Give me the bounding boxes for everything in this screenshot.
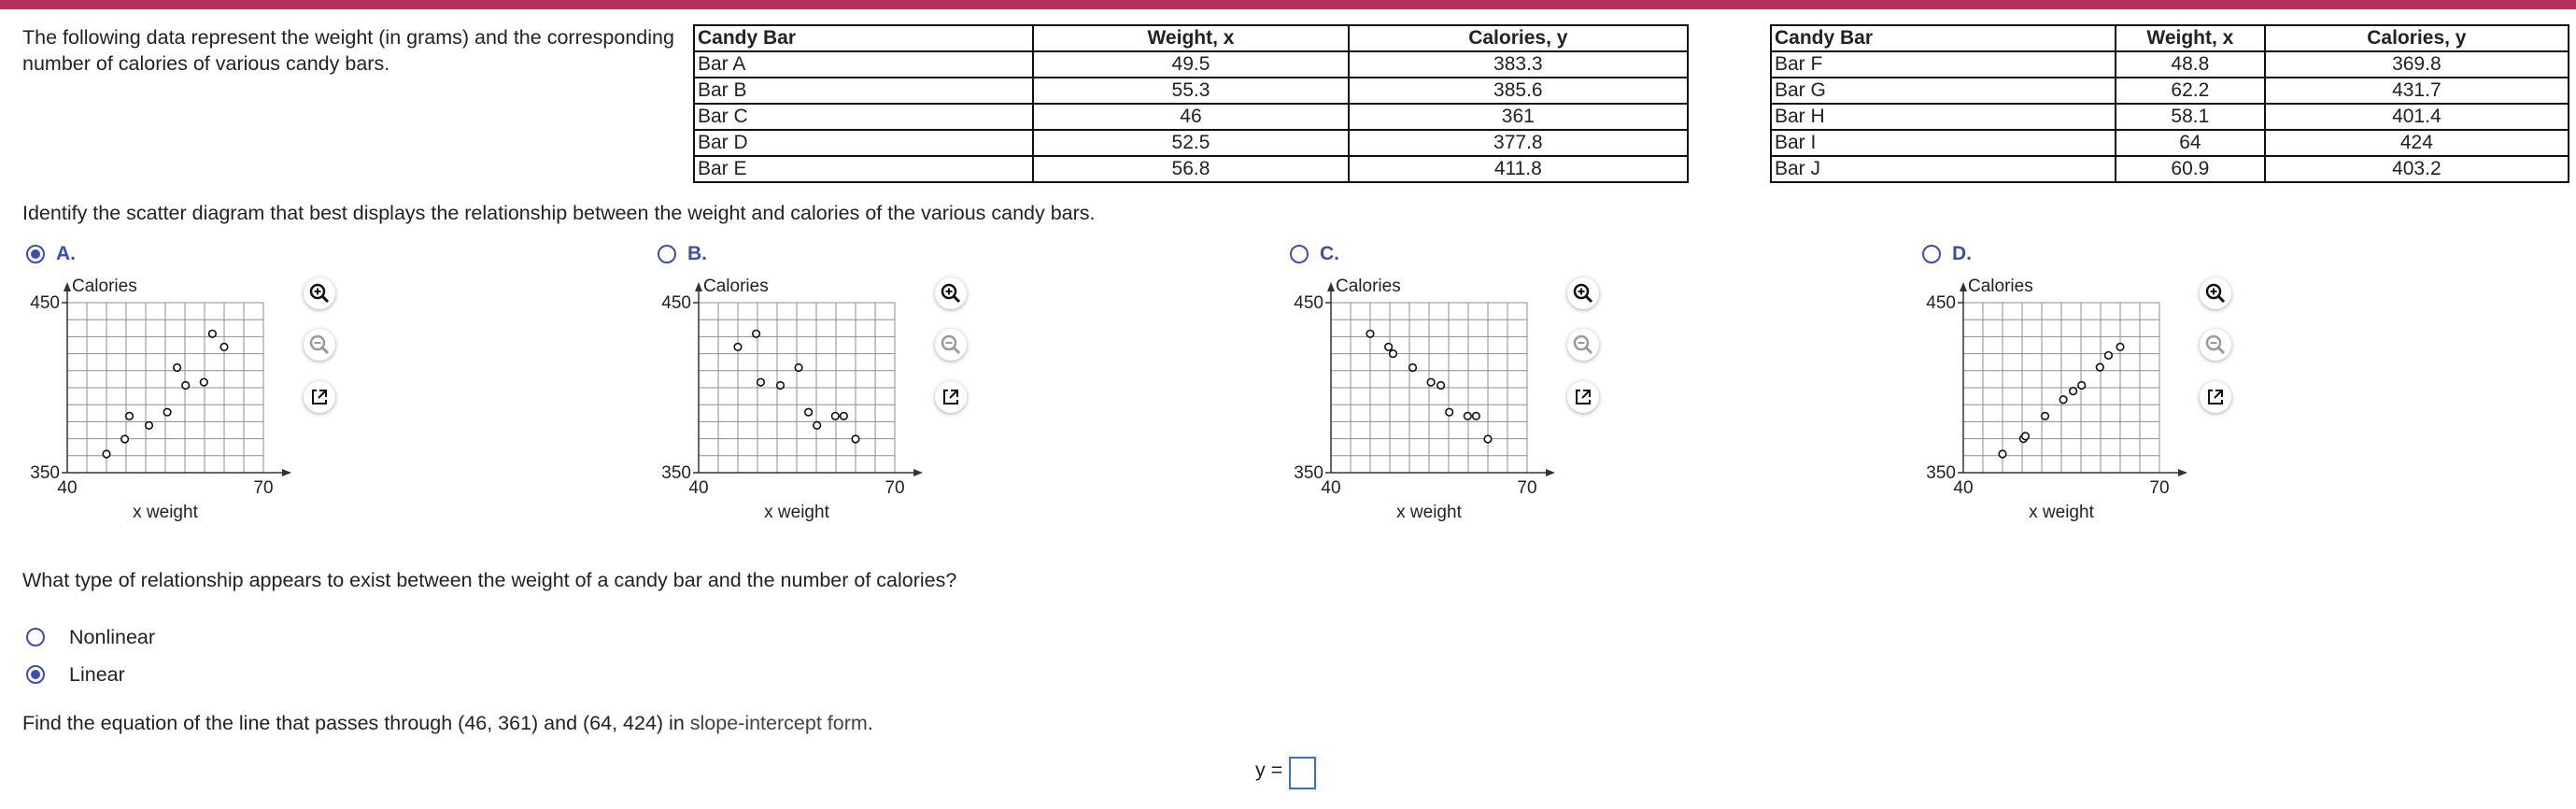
option-c-radio[interactable] bbox=[1290, 245, 1309, 263]
cell-calories: 401.4 bbox=[2265, 104, 2569, 130]
y-axis-arrow bbox=[64, 282, 71, 291]
table-row bbox=[694, 156, 1688, 182]
header-weight: Weight, x bbox=[1033, 25, 1348, 51]
data-point bbox=[1465, 413, 1472, 420]
data-point bbox=[146, 422, 153, 430]
table-header-row bbox=[1771, 25, 2569, 51]
zoom-in-icon bbox=[304, 277, 335, 309]
y-axis-label: Calories bbox=[703, 277, 769, 296]
scatter-plot-c bbox=[1282, 269, 1572, 531]
question-equation bbox=[22, 712, 873, 735]
data-point bbox=[121, 435, 129, 443]
data-point bbox=[2116, 344, 2124, 351]
table-row bbox=[694, 130, 1688, 156]
zoom-out-button[interactable] bbox=[935, 329, 967, 361]
table-row bbox=[1771, 130, 2569, 156]
scatter-plot-b bbox=[650, 269, 940, 531]
x-axis-arrow bbox=[913, 469, 923, 476]
x-axis-label: x weight bbox=[2029, 503, 2094, 522]
data-table-left bbox=[693, 24, 1689, 183]
option-b-radio[interactable] bbox=[658, 245, 676, 263]
cell-calories: 377.8 bbox=[1349, 130, 1688, 156]
data-point bbox=[1385, 344, 1393, 351]
table-row bbox=[1771, 156, 2569, 182]
zoom-out-icon bbox=[304, 329, 335, 361]
x-tick-label: 40 bbox=[688, 478, 709, 498]
cell-weight: 60.9 bbox=[2116, 156, 2265, 182]
cell-candy-bar: Bar A bbox=[694, 51, 1033, 78]
cell-weight: 52.5 bbox=[1033, 130, 1348, 156]
cell-candy-bar: Bar C bbox=[694, 104, 1033, 130]
x-tick-label: 40 bbox=[1321, 478, 1341, 498]
option-b-label[interactable]: B. bbox=[687, 243, 707, 264]
header-candy-bar: Candy Bar bbox=[1771, 25, 2116, 51]
data-point bbox=[163, 408, 171, 416]
cell-candy-bar: Bar J bbox=[1771, 156, 2116, 182]
cell-candy-bar: Bar D bbox=[694, 130, 1033, 156]
cell-calories: 369.8 bbox=[2265, 51, 2569, 78]
cell-candy-bar: Bar E bbox=[694, 156, 1033, 182]
data-point bbox=[2042, 413, 2049, 420]
nonlinear-label[interactable]: Nonlinear bbox=[69, 626, 156, 648]
zoom-out-button[interactable] bbox=[304, 329, 335, 361]
data-point bbox=[777, 382, 785, 390]
data-point bbox=[1437, 382, 1445, 390]
data-point bbox=[832, 413, 840, 420]
cell-calories: 383.3 bbox=[1349, 51, 1688, 78]
zoom-out-icon bbox=[2200, 329, 2231, 361]
x-tick-label: 70 bbox=[253, 478, 274, 498]
x-tick-label: 70 bbox=[1517, 478, 1537, 498]
zoom-in-button[interactable] bbox=[2200, 277, 2231, 309]
zoom-out-button[interactable] bbox=[2200, 329, 2231, 361]
cell-calories: 361 bbox=[1349, 104, 1688, 130]
y-tick-label: 350 bbox=[661, 463, 691, 483]
data-point bbox=[2097, 363, 2104, 371]
open-external-button[interactable] bbox=[304, 381, 335, 413]
data-point bbox=[757, 378, 765, 386]
open-external-button[interactable] bbox=[935, 381, 967, 413]
x-axis-label: x weight bbox=[764, 503, 829, 522]
data-point bbox=[1427, 378, 1435, 386]
cell-calories: 411.8 bbox=[1349, 156, 1688, 182]
intro-text: The following data represent the weight (in grams) and the corresponding number of calories of various candy bars. bbox=[22, 26, 674, 75]
cell-weight: 48.8 bbox=[2116, 51, 2265, 78]
header-candy-bar: Candy Bar bbox=[694, 25, 1033, 51]
data-point bbox=[1390, 350, 1397, 358]
answer-prefix: y = bbox=[1255, 759, 1283, 781]
scatter-plot-a bbox=[19, 269, 308, 531]
data-point bbox=[126, 413, 134, 420]
cell-weight: 46 bbox=[1033, 104, 1348, 130]
x-tick-label: 70 bbox=[885, 478, 905, 498]
scatter-plot-d bbox=[1915, 269, 2204, 531]
data-point bbox=[814, 422, 821, 430]
cell-calories: 431.7 bbox=[2265, 78, 2569, 104]
external-link-icon bbox=[2200, 381, 2231, 413]
question-equation-suffix: . bbox=[867, 712, 873, 734]
answer-input[interactable] bbox=[1289, 757, 1316, 789]
open-external-button[interactable] bbox=[2200, 381, 2231, 413]
option-a-label[interactable]: A. bbox=[56, 243, 76, 264]
cell-candy-bar: Bar I bbox=[1771, 130, 2116, 156]
cell-candy-bar: Bar H bbox=[1771, 104, 2116, 130]
cell-weight: 62.2 bbox=[2116, 78, 2265, 104]
x-tick-label: 40 bbox=[57, 478, 78, 498]
y-tick-label: 450 bbox=[30, 293, 60, 313]
y-tick-label: 350 bbox=[1926, 463, 1956, 483]
y-tick-label: 350 bbox=[30, 463, 60, 483]
y-tick-label: 450 bbox=[1294, 293, 1323, 313]
data-point bbox=[841, 413, 848, 420]
cell-weight: 56.8 bbox=[1033, 156, 1348, 182]
y-axis-arrow bbox=[1960, 282, 1967, 291]
y-axis-arrow bbox=[695, 282, 702, 291]
y-tick-label: 450 bbox=[661, 293, 691, 313]
x-tick-label: 70 bbox=[2149, 478, 2170, 498]
y-axis-arrow bbox=[1327, 282, 1335, 291]
cell-weight: 49.5 bbox=[1033, 51, 1348, 78]
data-point bbox=[753, 331, 760, 338]
data-point bbox=[2059, 396, 2067, 404]
zoom-in-button[interactable] bbox=[304, 277, 335, 309]
external-link-icon bbox=[304, 381, 335, 413]
data-point bbox=[1366, 331, 1374, 338]
data-point bbox=[209, 331, 217, 338]
zoom-out-icon bbox=[935, 329, 967, 361]
cell-calories: 424 bbox=[2265, 130, 2569, 156]
option-d-label[interactable]: D. bbox=[1952, 243, 1972, 264]
data-point bbox=[1473, 413, 1480, 420]
y-axis-label: Calories bbox=[72, 277, 137, 296]
option-c-label[interactable]: C. bbox=[1320, 243, 1339, 264]
header-weight: Weight, x bbox=[2116, 25, 2265, 51]
data-point bbox=[2078, 382, 2086, 390]
cell-weight: 58.1 bbox=[2116, 104, 2265, 130]
cell-candy-bar: Bar F bbox=[1771, 51, 2116, 78]
zoom-in-icon bbox=[935, 277, 967, 309]
x-axis-label: x weight bbox=[133, 503, 198, 522]
data-point bbox=[1409, 364, 1417, 372]
cell-weight: 55.3 bbox=[1033, 78, 1348, 104]
data-point bbox=[1999, 450, 2006, 458]
data-point bbox=[2070, 388, 2077, 395]
x-axis-arrow bbox=[2178, 469, 2187, 476]
data-point bbox=[182, 382, 190, 390]
question-relationship: What type of relationship appears to exist between the weight of a candy bar and the number of calories? bbox=[22, 569, 957, 591]
slope-intercept-link[interactable]: slope-intercept form bbox=[689, 712, 868, 734]
y-tick-label: 350 bbox=[1294, 463, 1323, 483]
question-equation-text: Find the equation of the line that passes through (46, 361) and (64, 424) in bbox=[22, 712, 690, 734]
x-axis-arrow bbox=[282, 469, 291, 476]
data-point bbox=[852, 435, 859, 443]
data-point bbox=[174, 364, 181, 372]
table-row bbox=[694, 104, 1688, 130]
table-row bbox=[1771, 51, 2569, 78]
zoom-in-icon bbox=[2200, 277, 2231, 309]
data-point bbox=[220, 344, 228, 351]
cell-calories: 385.6 bbox=[1349, 78, 1688, 104]
data-point bbox=[805, 408, 813, 416]
zoom-out-button[interactable] bbox=[1567, 329, 1599, 361]
external-link-icon bbox=[1567, 381, 1599, 413]
nonlinear-radio[interactable] bbox=[26, 628, 45, 646]
cell-weight: 64 bbox=[2116, 130, 2265, 156]
data-point bbox=[1484, 435, 1492, 443]
data-point bbox=[734, 344, 742, 351]
header-calories: Calories, y bbox=[2265, 25, 2569, 51]
data-point bbox=[795, 364, 802, 372]
zoom-in-button[interactable] bbox=[935, 277, 967, 309]
top-accent-bar bbox=[0, 0, 2576, 9]
option-d-radio[interactable] bbox=[1922, 245, 1941, 263]
header-calories: Calories, y bbox=[1349, 25, 1688, 51]
table-row bbox=[694, 51, 1688, 78]
table-header-row bbox=[694, 25, 1688, 51]
table-row bbox=[1771, 104, 2569, 130]
x-axis-arrow bbox=[1546, 469, 1555, 476]
y-axis-label: Calories bbox=[1968, 277, 2033, 296]
data-point bbox=[1446, 408, 1453, 416]
linear-label[interactable]: Linear bbox=[69, 663, 125, 686]
cell-candy-bar: Bar G bbox=[1771, 78, 2116, 104]
y-axis-label: Calories bbox=[1336, 277, 1401, 296]
linear-radio[interactable] bbox=[26, 665, 45, 684]
x-axis-label: x weight bbox=[1396, 503, 1462, 522]
table-row bbox=[694, 78, 1688, 104]
data-table-right bbox=[1770, 24, 2569, 183]
data-point bbox=[2105, 352, 2113, 360]
zoom-in-button[interactable] bbox=[1567, 277, 1599, 309]
x-tick-label: 40 bbox=[1953, 478, 1974, 498]
data-point bbox=[103, 450, 110, 458]
table-row bbox=[1771, 78, 2569, 104]
question-scatter: Identify the scatter diagram that best displays the relationship between the weight and calories of the various candy bars. bbox=[22, 202, 1096, 224]
cell-candy-bar: Bar B bbox=[694, 78, 1033, 104]
zoom-out-icon bbox=[1567, 329, 1599, 361]
y-tick-label: 450 bbox=[1926, 293, 1956, 313]
zoom-in-icon bbox=[1567, 277, 1599, 309]
data-point bbox=[2022, 433, 2030, 440]
cell-calories: 403.2 bbox=[2265, 156, 2569, 182]
open-external-button[interactable] bbox=[1567, 381, 1599, 413]
external-link-icon bbox=[935, 381, 967, 413]
option-a-radio[interactable] bbox=[26, 245, 45, 263]
data-point bbox=[201, 378, 208, 386]
